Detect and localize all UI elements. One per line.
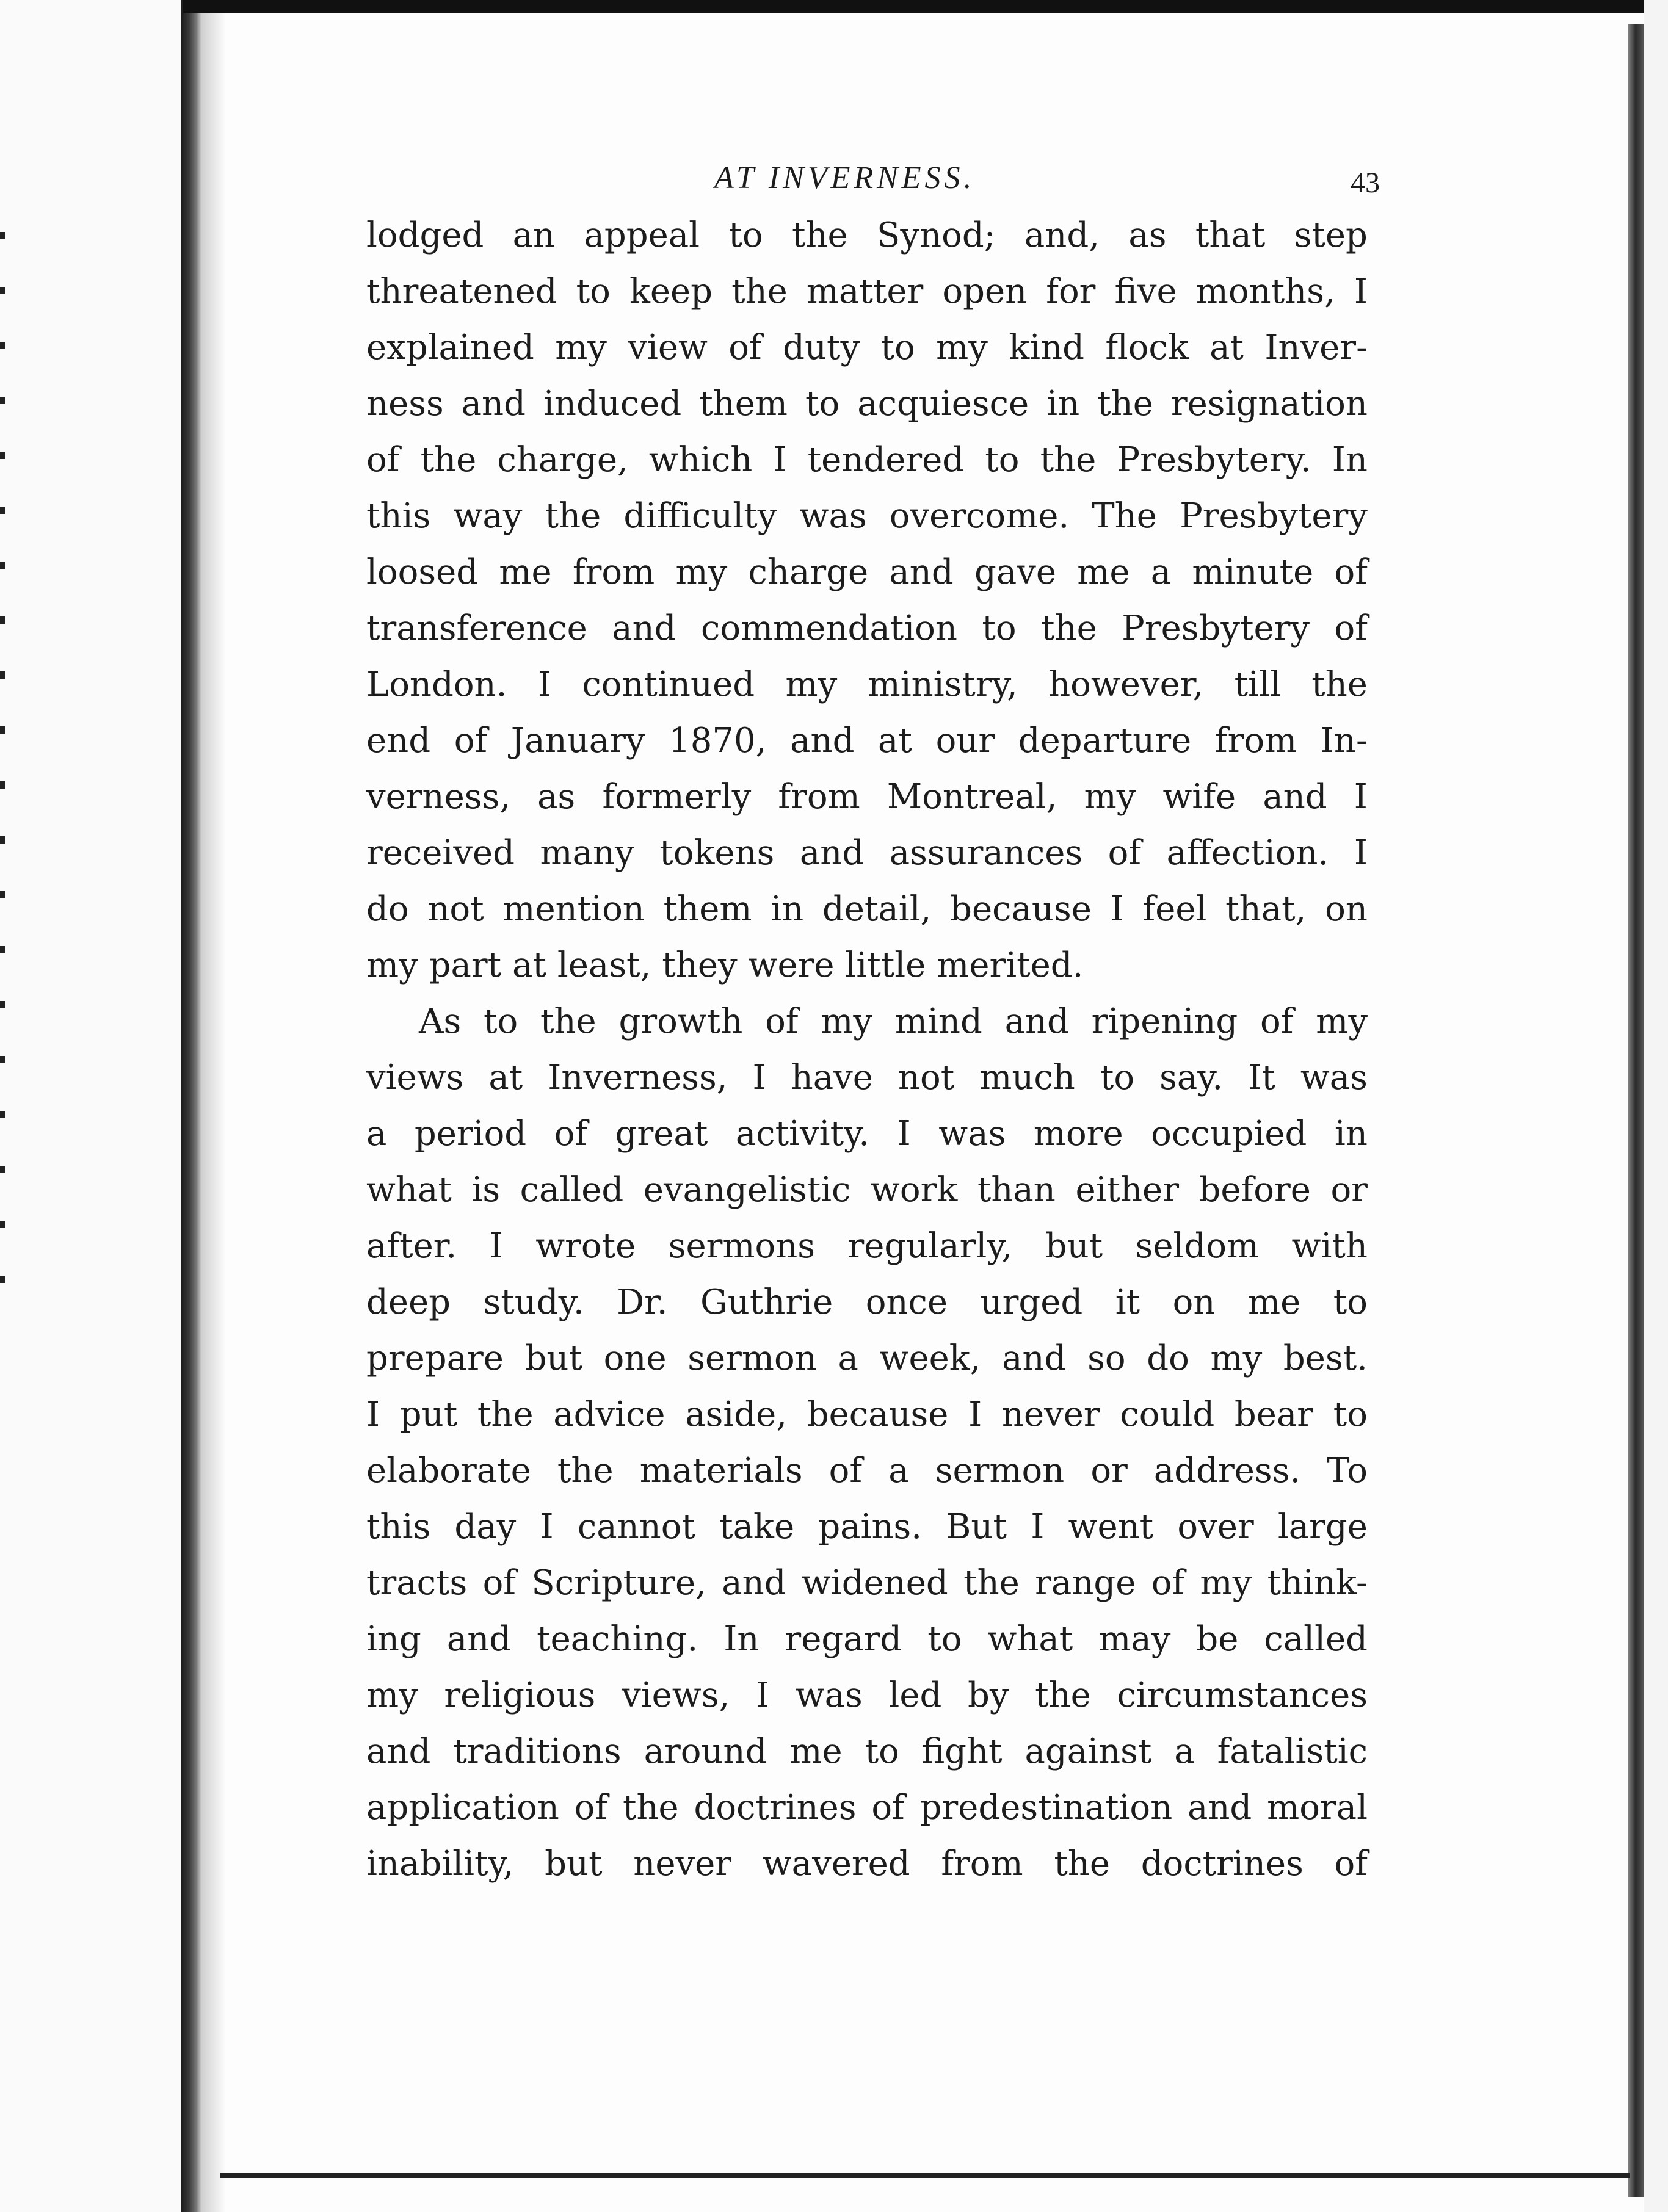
text-line: inability, but never wavered from the doctrines of — [366, 1844, 1368, 1884]
text-line: a period of great activity. I was more occupied in — [366, 1114, 1368, 1154]
book-gutter — [181, 0, 201, 2212]
text-line: threatened to keep the matter open for five months, I — [366, 272, 1368, 311]
text-line: of the charge, which I tendered to the Presbytery. In — [366, 440, 1368, 480]
page-number: 43 — [1351, 167, 1380, 199]
text-line: my religious views, I was led by the circumstances — [366, 1675, 1368, 1715]
page-content — [366, 153, 1380, 1892]
text-line: I put the advice aside, because I never could bear to — [366, 1395, 1368, 1434]
text-line: application of the doctrines of predestination and moral — [366, 1788, 1368, 1827]
facing-page-edge — [0, 0, 181, 2212]
text-line: views at Inverness, I have not much to say. It was — [366, 1058, 1368, 1097]
running-head-title: AT INVERNESS. — [714, 161, 976, 195]
text-line: ing and teaching. In regard to what may be called — [366, 1619, 1368, 1659]
text-line: As to the growth of my mind and ripening of my — [419, 1002, 1368, 1041]
right-page-edge — [1628, 24, 1644, 2197]
gutter-shadow — [201, 0, 226, 2212]
text-line: after. I wrote sermons regularly, but seldom with — [366, 1226, 1368, 1266]
text-line: this day I cannot take pains. But I went over large — [366, 1507, 1368, 1547]
text-line: deep study. Dr. Guthrie once urged it on me to — [366, 1282, 1368, 1322]
text-line: this way the difficulty was overcome. The Presbytery — [366, 496, 1368, 536]
bottom-page-edge — [220, 2173, 1630, 2178]
text-line: my part at least, they were little merited. — [366, 945, 1084, 985]
running-head — [366, 153, 1380, 208]
text-line: do not mention them in detail, because I feel that, on — [366, 889, 1368, 929]
text-line: London. I continued my ministry, however, till the — [366, 665, 1368, 704]
text-line: transference and commendation to the Presbytery of — [366, 609, 1368, 648]
body-text — [366, 208, 1368, 1892]
text-line: prepare but one sermon a week, and so do my best. — [366, 1339, 1368, 1378]
text-line: verness, as formerly from Montreal, my wife and I — [366, 777, 1368, 817]
text-line: loosed me from my charge and gave me a minute of — [366, 552, 1368, 592]
text-line: explained my view of duty to my kind flock at Inver- — [366, 328, 1368, 367]
text-line: received many tokens and assurances of affection. I — [366, 833, 1368, 873]
text-line: and traditions around me to fight against a fatalistic — [366, 1732, 1368, 1771]
text-line: ness and induced them to acquiesce in the resignation — [366, 384, 1368, 424]
right-scan-margin — [1644, 0, 1668, 2212]
facing-page-marks — [0, 232, 12, 1331]
top-page-edge — [183, 0, 1661, 13]
text-line: tracts of Scripture, and widened the range of my think- — [366, 1563, 1368, 1603]
text-line: elaborate the materials of a sermon or address. To — [366, 1451, 1368, 1491]
text-line: end of January 1870, and at our departure from In- — [366, 721, 1368, 761]
text-line: lodged an appeal to the Synod; and, as that step — [366, 215, 1368, 255]
text-line: what is called evangelistic work than either before or — [366, 1170, 1368, 1210]
